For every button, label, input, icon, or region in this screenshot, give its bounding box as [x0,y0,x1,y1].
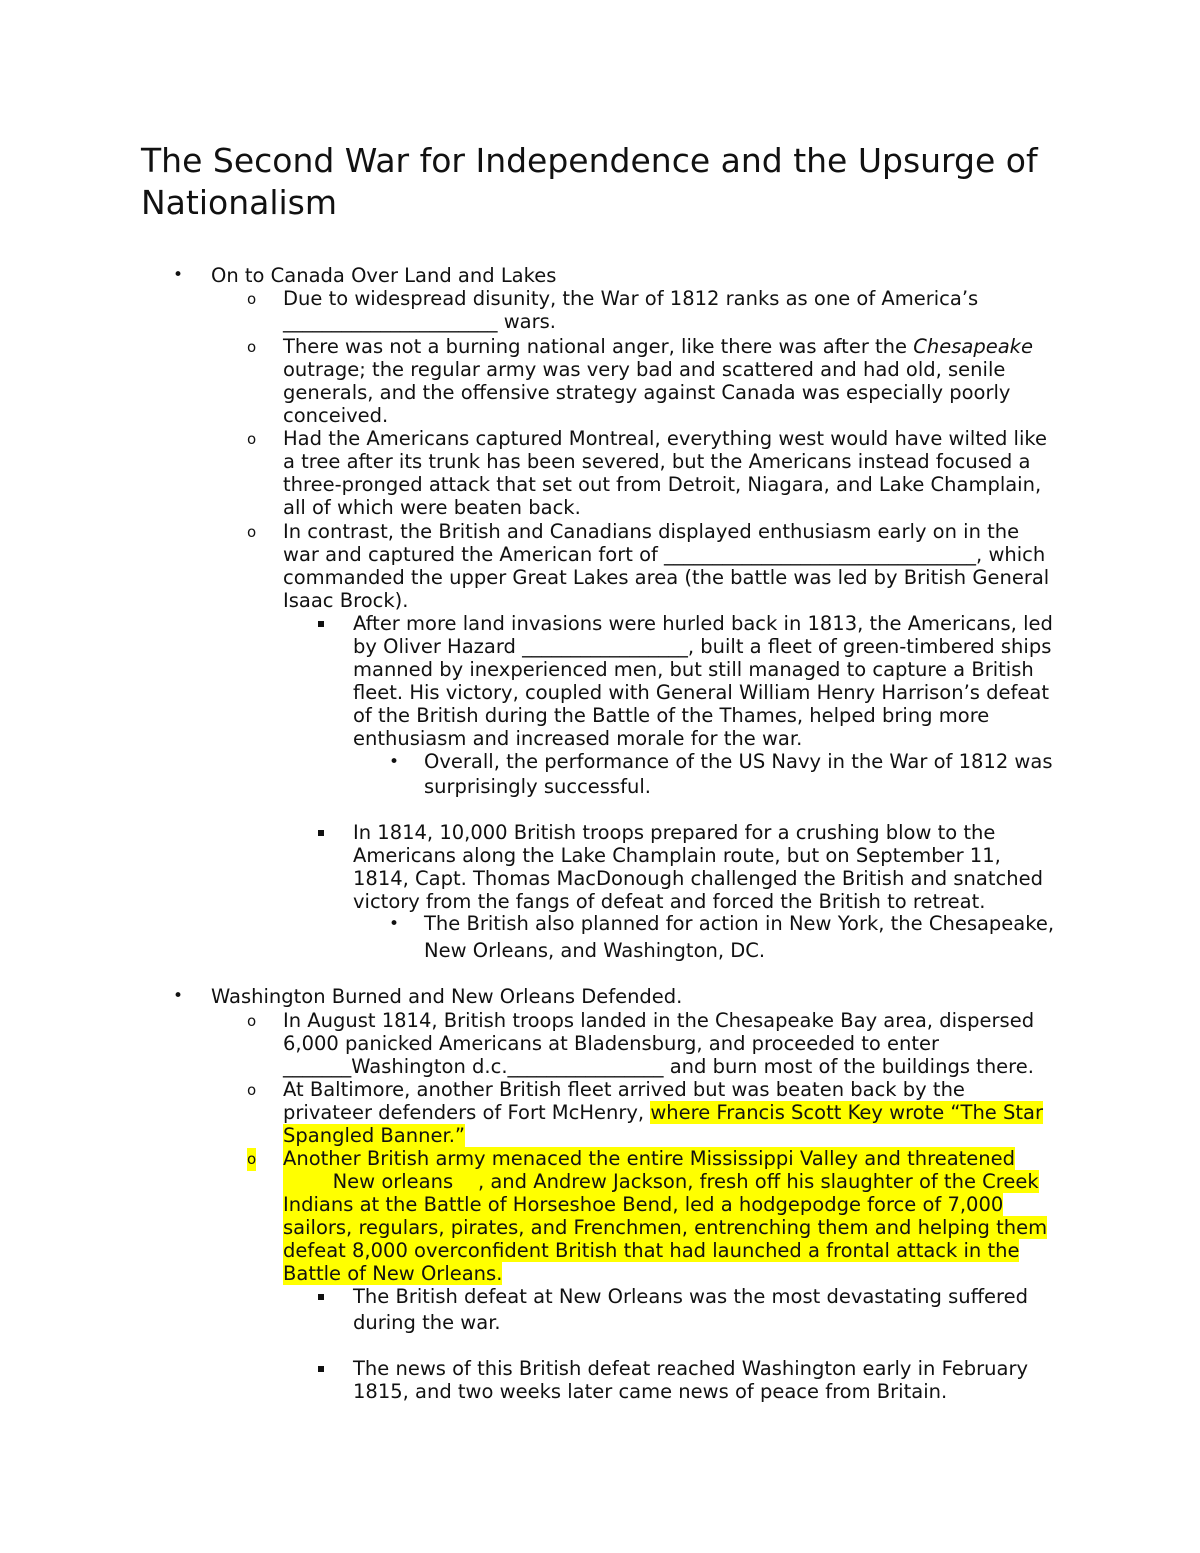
bullet-level2: o [247,290,257,308]
bullet-level2: o [247,1148,256,1171]
text-line: 1814, Capt. Thomas MacDonough challenged the British and snatched [353,867,1043,890]
text-line: manned by inexperienced men, but still managed to capture a British [353,658,1034,681]
text-line: Had the Americans captured Montreal, everything west would have wilted like [283,427,1047,450]
text-line: ______________________ wars. [283,310,556,333]
text-line [283,1101,1043,1124]
bullet-level1: • [173,986,184,1006]
highlighted-text: Battle of New Orleans. [283,1262,503,1285]
text-span: There was not a burning national anger, like there was after the [283,335,914,358]
text-line [283,1124,465,1147]
text-line: The British also planned for action in New York, the Chesapeake, [424,912,1055,935]
text-line: Overall, the performance of the US Navy in the War of 1812 was [424,750,1053,773]
section-heading: Washington Burned and New Orleans Defended. [211,985,683,1008]
text-line: a tree after its trunk has been severed, but the Americans instead focused a [283,450,1031,473]
highlighted-text: New orleans , and Andrew Jackson, fresh off his slaughter of the Creek [283,1170,1039,1193]
text-line: surprisingly successful. [424,775,651,798]
text-line: In contrast, the British and Canadians displayed enthusiasm early on in the [283,520,1020,543]
text-line: during the war. [353,1311,501,1334]
text-line: conceived. [283,404,389,427]
text-line [283,1262,502,1285]
text-line: fleet. His victory, coupled with General William Henry Harrison’s defeat [353,681,1049,704]
text-line: all of which were beaten back. [283,496,581,519]
text-line: Isaac Brock). [283,589,409,612]
text-line: by Oliver Hazard _________________, built a fleet of green-timbered ships [353,635,1052,658]
text-line: of the British during the Battle of the Thames, helped bring more [353,704,990,727]
text-line: generals, and the offensive strategy against Canada was especially poorly [283,381,1011,404]
text-line: The British defeat at New Orleans was the most devastating suffered [353,1285,1028,1308]
text-line: victory from the fangs of defeat and forced the British to retreat. [353,890,986,913]
text-line: _______Washington d.c.________________ and burn most of the buildings there. [283,1055,1034,1078]
highlighted-text: Spangled Banner.” [283,1124,466,1147]
text-line [283,1193,1003,1216]
section-heading: On to Canada Over Land and Lakes [211,264,557,287]
bullet-level1: • [173,265,184,285]
text-line: three-pronged attack that set out from Detroit, Niagara, and Lake Champlain, [283,473,1042,496]
text-line [283,1239,1019,1262]
text-line: 6,000 panicked Americans at Bladensburg, and proceeded to enter [283,1032,940,1055]
highlighted-text: defeat 8,000 overconfident British that had launched a frontal attack in the [283,1239,1020,1262]
bullet-level3 [318,1294,324,1300]
highlighted-text: where Francis Scott Key wrote “The Star [650,1101,1043,1124]
text-line [283,1216,1047,1239]
bullet-level2: o [247,523,257,541]
highlighted-text: Another British army menaced the entire Mississippi Valley and threatened [283,1147,1016,1170]
text-line: 1815, and two weeks later came news of peace from Britain. [353,1380,948,1403]
text-line: commanded the upper Great Lakes area (the battle was led by British General [283,566,1050,589]
text-line: enthusiasm and increased morale for the war. [353,727,803,750]
text-line: The news of this British defeat reached Washington early in February [353,1357,1029,1380]
bullet-level4: • [389,752,400,772]
italic-term: Chesapeake [913,335,1033,358]
bullet-level2: o [247,430,257,448]
text-line [283,1170,1039,1193]
text-line: Due to widespread disunity, the War of 1812 ranks as one of America’s [283,287,979,310]
text-line: In August 1814, British troops landed in the Chesapeake Bay area, dispersed [283,1009,1035,1032]
text-line: war and captured the American fort of ________________________________, which [283,543,1046,566]
bullet-level3 [318,830,324,836]
text-span: privateer defenders of Fort McHenry, [283,1101,651,1124]
text-line: In 1814, 10,000 British troops prepared for a crushing blow to the [353,821,996,844]
bullet-level3 [318,1366,324,1372]
text-line: outrage; the regular army was very bad and scattered and had old, senile [283,358,1006,381]
page-title: The Second War for Independence and the Upsurge of Nationalism [141,141,1038,222]
text-line: After more land invasions were hurled back in 1813, the Americans, led [353,612,1053,635]
bullet-level2: o [247,338,257,356]
bullet-level2: o [247,1012,257,1030]
highlighted-text: sailors, regulars, pirates, and Frenchmen, entrenching them and helping them [283,1216,1048,1239]
text-line: Americans along the Lake Champlain route, but on September 11, [353,844,1001,867]
bullet-level4: • [389,914,400,934]
text-line [283,335,1033,358]
bullet-level2: o [247,1081,257,1099]
text-line [283,1147,1015,1170]
bullet-level3 [318,621,324,627]
text-line: At Baltimore, another British fleet arrived but was beaten back by the [283,1078,965,1101]
text-line: New Orleans, and Washington, DC. [424,939,766,962]
highlighted-text: Indians at the Battle of Horseshoe Bend, led a hodgepodge force of 7,000 [283,1193,1004,1216]
